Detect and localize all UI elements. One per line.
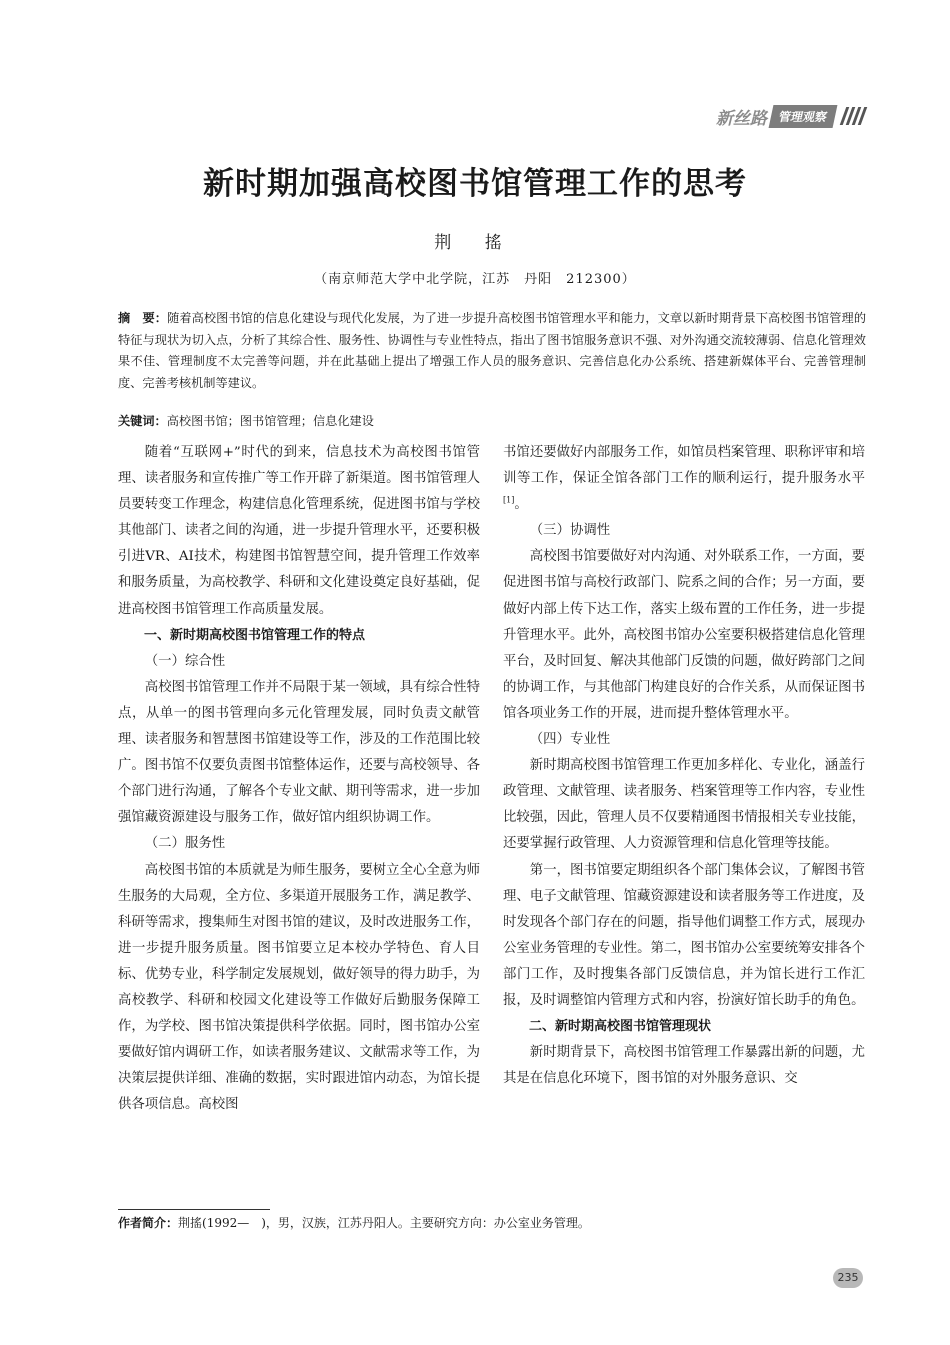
service-paragraph: 高校图书馆的本质就是为师生服务，要树立全心全意为师生服务的大局观，全方位、多渠道开展服务工作，满足教学、科研等需求，搜集师生对图书馆的建议，及时改进服务工作，进一步提升服务质量。图书馆要立足本校办学特色、育人目标、优势专业，科学制定发展规划，做好领导的得力助手，为高校教学、科研和校园文化建设等工作做好后勤服务保障工作，为学校、图书馆决策提供科学依据。同时，图书馆办公室要做好馆内调研工作，如读者服务建议、文献需求等工作，为决策层提供详细、准确的数据，实时跟进馆内动态，为馆长提供各项信息。高校图 (118, 862, 480, 1113)
author-affiliation: （南京师范大学中北学院，江苏 丹阳 212300） (314, 272, 636, 287)
abstract (118, 308, 866, 394)
footnote-divider (118, 1209, 270, 1210)
author-bio-label: 作者简介： (118, 1216, 179, 1230)
section-heading-2: 二、新时期高校图书馆管理现状 (529, 1019, 712, 1035)
author-name: 荆 搖 (434, 233, 516, 253)
keywords-label: 关键词： (118, 414, 167, 428)
journal-brand: 新丝路 (715, 108, 767, 129)
abstract-label: 摘 要： (118, 311, 168, 325)
decorative-bars-icon (840, 107, 864, 125)
intro-paragraph: 随着“互联网+”时代的到来，信息技术为高校图书馆管理、读者服务和宣传推广等工作开辟了新渠道。图书馆管理人员要转变工作理念，构建信息化管理系统，促进图书馆与学校其他部门、读者之间的沟通，进一步提升管理水平，还要积极引进VR、AI技术，构建图书馆智慧空间，提升管理工作效率和服务质量，为高校教学、科研和文化建设奠定良好基础，促进高校图书馆管理工作高质量发展。 (118, 445, 480, 617)
subsection-heading-coordination: （三）协调性 (529, 523, 611, 539)
service-paragraph-continued (503, 440, 865, 518)
keywords (118, 411, 866, 432)
left-column (118, 440, 480, 1118)
right-column (503, 440, 865, 1092)
article-title: 新时期加强高校图书馆管理工作的思考 (203, 166, 747, 202)
comprehensive-paragraph: 高校图书馆管理工作并不局限于某一领域，具有综合性特点，从单一的图书管理向多元化管理发展，同时负责文献管理、读者服务和智慧图书馆建设等工作，涉及的工作范围比较广。图书馆不仅要负责图书馆整体运作，还要与高校领导、各个部门进行沟通，了解各个专业文献、期刊等需求，进一步加强馆藏资源建设与服务工作，做好馆内组织协调工作。 (118, 679, 480, 826)
reference-marker: [1] (503, 495, 515, 505)
service-continued-text: 书馆还要做好内部服务工作，如馆员档案管理、职称评审和培训等工作，保证全馆各部门工作的顺利运行，提升服务水平 (503, 445, 865, 487)
section-tag: 管理观察 (769, 105, 838, 128)
professional-paragraph: 新时期高校图书馆管理工作更加多样化、专业化，涵盖行政管理、文献管理、读者服务、档案管理等工作内容，专业性比较强，因此，管理人员不仅要精通图书情报相关专业技能，还要掌握行政管理、人力资源管理和信息化管理等技能。 (503, 758, 865, 852)
abstract-text: 随着高校图书馆的信息化建设与现代化发展，为了进一步提升高校图书馆管理水平和能力，文章以新时期背景下高校图书馆管理的特征与现状为切入点，分析了其综合性、服务性、协调性与专业性特点，指出了图书馆服务意识不强、对外沟通交流较薄弱、信息化管理效果不佳、管理制度不太完善等问题，并在此基础上提出了增强工作人员的服务意识、完善信息化办公系统、搭建新媒体平台、完善管理制度、完善考核机制等建议。 (118, 311, 867, 390)
coordination-paragraph: 高校图书馆要做好对内沟通、对外联系工作，一方面，要促进图书馆与高校行政部门、院系之间的合作；另一方面，要做好内部上传下达工作，落实上级布置的工作任务，进一步提升管理水平。此外，高校图书馆办公室要积极搭建信息化管理平台，及时回复、解决其他部门反馈的问题，做好跨部门之间的协调工作，与其他部门构建良好的合作关系，从而保证图书馆各项业务工作的开展，进而提升整体管理水平。 (503, 549, 865, 721)
status-paragraph: 新时期背景下，高校图书馆管理工作暴露出新的问题，尤其是在信息化环境下，图书馆的对外服务意识、交 (503, 1045, 865, 1087)
sentence-period: 。 (514, 497, 528, 513)
section-heading-1: 一、新时期高校图书馆管理工作的特点 (144, 627, 366, 643)
journal-header (716, 104, 864, 128)
subsection-heading-professional: （四）专业性 (529, 732, 611, 748)
author-bio (118, 1214, 866, 1232)
author-bio-text: 荆搖(1992— )，男，汉族，江苏丹阳人。主要研究方向：办公室业务管理。 (178, 1216, 590, 1230)
subsection-heading-service: （二）服务性 (144, 836, 226, 852)
first-second-paragraph: 第一，图书馆要定期组织各个部门集体会议，了解图书管理、电子文献管理、馆藏资源建设和读者服务等工作进度，及时发现各个部门存在的问题，指导他们调整工作方式，展现办公室业务管理的专业性。第二，图书馆办公室要统筹安排各个部门工作，及时搜集各部门反馈信息，并为馆长进行工作汇报，及时调整馆内管理方式和内容，扮演好馆长助手的角色。 (503, 862, 865, 1008)
subsection-heading-comprehensive: （一）综合性 (144, 653, 226, 669)
page-number: 235 (833, 1268, 863, 1288)
keywords-text: 高校图书馆；图书馆管理；信息化建设 (166, 414, 374, 428)
